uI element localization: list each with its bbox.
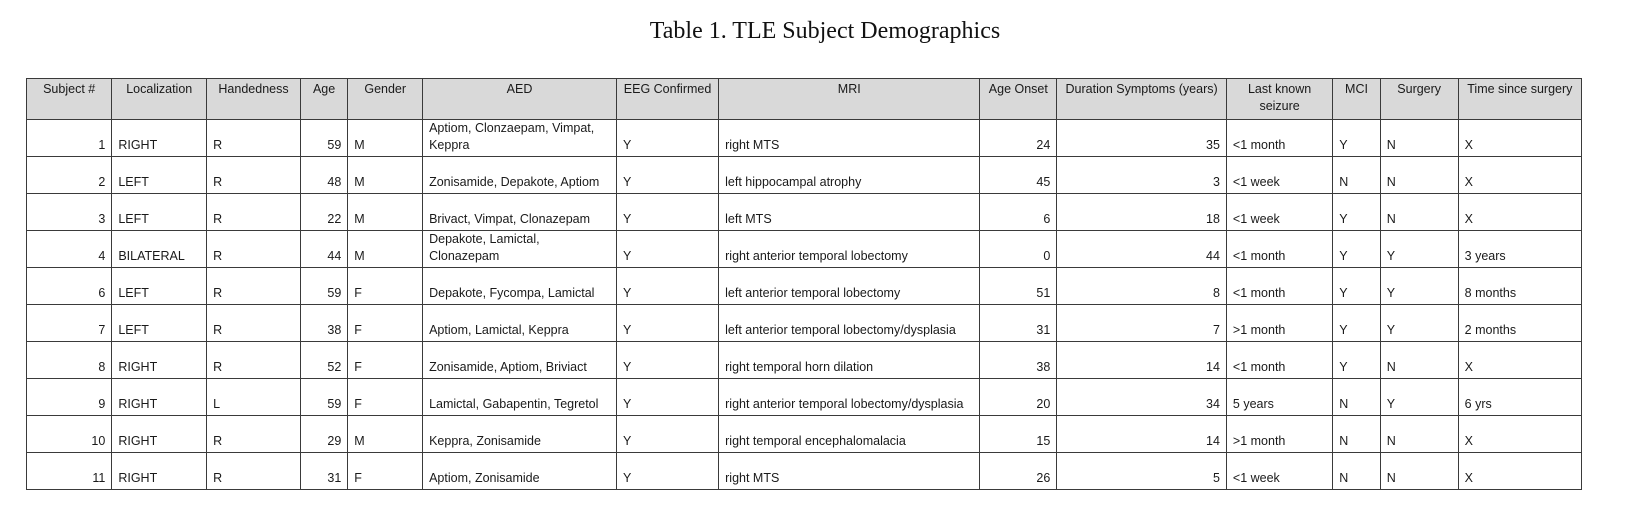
table-cell: 59: [300, 379, 347, 416]
table-cell: F: [348, 453, 423, 490]
table-cell: Keppra, Zonisamide: [423, 416, 617, 453]
table-cell: 8: [27, 342, 112, 379]
table-cell: R: [207, 268, 301, 305]
table-cell: 7: [1057, 305, 1227, 342]
table-row: [27, 416, 1582, 453]
table-row: [27, 453, 1582, 490]
table-cell: 45: [980, 157, 1057, 194]
table-cell: left hippocampal atrophy: [719, 157, 980, 194]
table-cell: Y: [616, 416, 718, 453]
column-header: Age Onset: [980, 79, 1057, 120]
table-cell: 5 years: [1226, 379, 1332, 416]
table-cell: right anterior temporal lobectomy: [719, 231, 980, 268]
table-row: [27, 231, 1582, 268]
table-row: [27, 379, 1582, 416]
table-cell: Y: [616, 194, 718, 231]
table-cell: left anterior temporal lobectomy/dysplasia: [719, 305, 980, 342]
table-cell: RIGHT: [112, 379, 207, 416]
table-cell: Lamictal, Gabapentin, Tegretol: [423, 379, 617, 416]
table-cell: X: [1458, 416, 1581, 453]
table-cell: Y: [1380, 305, 1458, 342]
column-header: Surgery: [1380, 79, 1458, 120]
table-cell: right MTS: [719, 453, 980, 490]
table-cell: R: [207, 231, 301, 268]
table-cell: X: [1458, 157, 1581, 194]
table-cell: M: [348, 157, 423, 194]
table-cell: 4: [27, 231, 112, 268]
table-cell: Y: [1380, 231, 1458, 268]
table-cell: Y: [1333, 231, 1380, 268]
table-cell: <1 week: [1226, 194, 1332, 231]
table-cell: Y: [616, 453, 718, 490]
table-cell: RIGHT: [112, 416, 207, 453]
table-cell: LEFT: [112, 157, 207, 194]
header-row: [27, 79, 1582, 120]
table-cell: Y: [1380, 379, 1458, 416]
column-header: EEG Confirmed: [616, 79, 718, 120]
table-cell: LEFT: [112, 194, 207, 231]
table-cell: 9: [27, 379, 112, 416]
table-header: [27, 79, 1582, 120]
table-cell: N: [1380, 416, 1458, 453]
column-header: MRI: [719, 79, 980, 120]
table-cell: RIGHT: [112, 453, 207, 490]
column-header: Time since surgery: [1458, 79, 1581, 120]
table-cell: Brivact, Vimpat, Clonazepam: [423, 194, 617, 231]
table-body: [27, 120, 1582, 490]
table-cell: N: [1380, 453, 1458, 490]
table-cell: 2: [27, 157, 112, 194]
table-cell: X: [1458, 453, 1581, 490]
column-header: AED: [423, 79, 617, 120]
table-cell: 18: [1057, 194, 1227, 231]
column-header: Subject #: [27, 79, 112, 120]
table-cell: L: [207, 379, 301, 416]
table-cell: 44: [1057, 231, 1227, 268]
table-cell: LEFT: [112, 268, 207, 305]
table-cell: 2 months: [1458, 305, 1581, 342]
table-cell: RIGHT: [112, 120, 207, 157]
table-cell: 29: [300, 416, 347, 453]
table-cell: N: [1333, 416, 1380, 453]
table-cell: 14: [1057, 342, 1227, 379]
table-cell: R: [207, 157, 301, 194]
table-cell: <1 week: [1226, 157, 1332, 194]
table-cell: 6 yrs: [1458, 379, 1581, 416]
table-cell: Y: [1333, 342, 1380, 379]
table-cell: Y: [1333, 120, 1380, 157]
column-header: Localization: [112, 79, 207, 120]
table-cell: R: [207, 342, 301, 379]
table-cell: 0: [980, 231, 1057, 268]
table-cell: 3 years: [1458, 231, 1581, 268]
table-cell: M: [348, 194, 423, 231]
table-cell: 48: [300, 157, 347, 194]
table-cell: Aptiom, Clonzaepam, Vimpat, Keppra: [423, 120, 617, 157]
table-cell: BILATERAL: [112, 231, 207, 268]
column-header: Gender: [348, 79, 423, 120]
table-cell: Depakote, Lamictal, Clonazepam: [423, 231, 617, 268]
table-cell: Zonisamide, Depakote, Aptiom: [423, 157, 617, 194]
table-cell: 59: [300, 120, 347, 157]
table-cell: 7: [27, 305, 112, 342]
table-cell: 31: [300, 453, 347, 490]
column-header: Duration Symptoms (years): [1057, 79, 1227, 120]
table-cell: <1 month: [1226, 342, 1332, 379]
table-row: [27, 194, 1582, 231]
table-cell: F: [348, 268, 423, 305]
table-cell: 6: [27, 268, 112, 305]
table-cell: Y: [1333, 305, 1380, 342]
column-header: Last known seizure: [1226, 79, 1332, 120]
table-cell: <1 month: [1226, 268, 1332, 305]
table-cell: LEFT: [112, 305, 207, 342]
table-cell: right temporal horn dilation: [719, 342, 980, 379]
table-cell: R: [207, 120, 301, 157]
table-cell: M: [348, 416, 423, 453]
table-cell: F: [348, 305, 423, 342]
table-cell: M: [348, 120, 423, 157]
table-cell: 8 months: [1458, 268, 1581, 305]
table-cell: 5: [1057, 453, 1227, 490]
table-cell: 51: [980, 268, 1057, 305]
table-cell: N: [1333, 379, 1380, 416]
table-cell: 52: [300, 342, 347, 379]
column-header: MCI: [1333, 79, 1380, 120]
table-cell: F: [348, 342, 423, 379]
table-cell: Y: [616, 379, 718, 416]
table-cell: >1 month: [1226, 305, 1332, 342]
table-cell: Y: [616, 268, 718, 305]
table-title: Table 1. TLE Subject Demographics: [649, 18, 1001, 44]
table-cell: R: [207, 416, 301, 453]
table-cell: right temporal encephalomalacia: [719, 416, 980, 453]
table-cell: M: [348, 231, 423, 268]
table-cell: Aptiom, Zonisamide: [423, 453, 617, 490]
table-cell: 6: [980, 194, 1057, 231]
column-header: Handedness: [207, 79, 301, 120]
table-cell: 3: [1057, 157, 1227, 194]
table-cell: 11: [27, 453, 112, 490]
table-cell: <1 month: [1226, 231, 1332, 268]
table-cell: N: [1380, 157, 1458, 194]
table-cell: <1 week: [1226, 453, 1332, 490]
table-cell: right MTS: [719, 120, 980, 157]
table-cell: 3: [27, 194, 112, 231]
table-cell: 44: [300, 231, 347, 268]
table-row: [27, 268, 1582, 305]
table-cell: 20: [980, 379, 1057, 416]
table-cell: 22: [300, 194, 347, 231]
table-cell: Y: [616, 231, 718, 268]
table-cell: X: [1458, 342, 1581, 379]
table-cell: 38: [300, 305, 347, 342]
table-cell: Y: [1333, 194, 1380, 231]
table-cell: RIGHT: [112, 342, 207, 379]
table-cell: 14: [1057, 416, 1227, 453]
table-cell: 59: [300, 268, 347, 305]
table-cell: Y: [616, 157, 718, 194]
table-cell: 35: [1057, 120, 1227, 157]
table-cell: 15: [980, 416, 1057, 453]
table-cell: N: [1380, 194, 1458, 231]
table-row: [27, 157, 1582, 194]
column-header: Age: [300, 79, 347, 120]
table-cell: 10: [27, 416, 112, 453]
table-cell: Zonisamide, Aptiom, Briviact: [423, 342, 617, 379]
table-cell: Y: [616, 305, 718, 342]
table-cell: Aptiom, Lamictal, Keppra: [423, 305, 617, 342]
table-cell: Depakote, Fycompa, Lamictal: [423, 268, 617, 305]
table-cell: R: [207, 453, 301, 490]
table-cell: 1: [27, 120, 112, 157]
table-cell: R: [207, 305, 301, 342]
table-cell: 26: [980, 453, 1057, 490]
table-cell: left MTS: [719, 194, 980, 231]
table-cell: 38: [980, 342, 1057, 379]
table-cell: 8: [1057, 268, 1227, 305]
table-cell: N: [1380, 342, 1458, 379]
table-cell: F: [348, 379, 423, 416]
table-cell: Y: [616, 120, 718, 157]
table-cell: >1 month: [1226, 416, 1332, 453]
table-cell: left anterior temporal lobectomy: [719, 268, 980, 305]
table-cell: N: [1333, 157, 1380, 194]
table-cell: R: [207, 194, 301, 231]
table-cell: <1 month: [1226, 120, 1332, 157]
table-row: [27, 305, 1582, 342]
table-cell: Y: [616, 342, 718, 379]
table-cell: Y: [1333, 268, 1380, 305]
demographics-table: [26, 78, 1582, 490]
table-cell: 31: [980, 305, 1057, 342]
table-cell: N: [1333, 453, 1380, 490]
table-cell: Y: [1380, 268, 1458, 305]
table-cell: right anterior temporal lobectomy/dysplasia: [719, 379, 980, 416]
table-cell: N: [1380, 120, 1458, 157]
table-row: [27, 342, 1582, 379]
table-cell: X: [1458, 194, 1581, 231]
table-row: [27, 120, 1582, 157]
table-cell: 34: [1057, 379, 1227, 416]
table-cell: X: [1458, 120, 1581, 157]
table-cell: 24: [980, 120, 1057, 157]
